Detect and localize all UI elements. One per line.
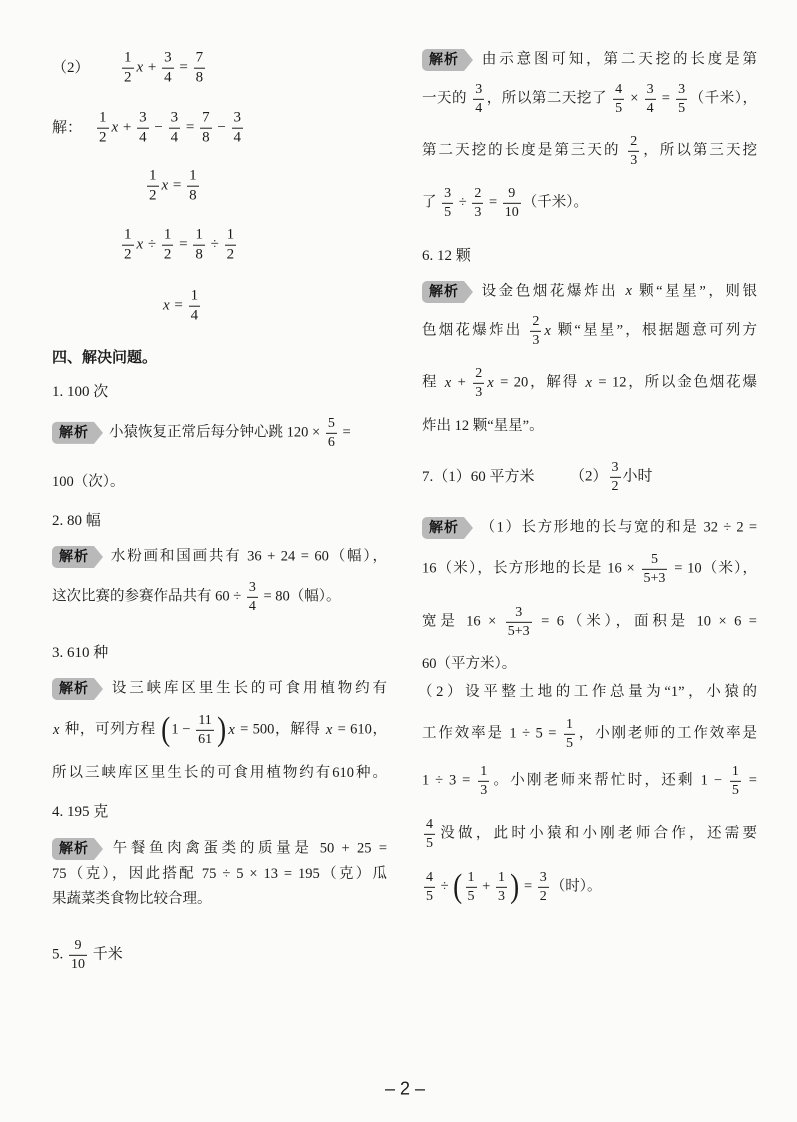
text-run: ÷ — [437, 878, 453, 895]
text-run: = 12，所以金色烟花爆 — [592, 374, 757, 391]
denominator: 2 — [163, 246, 172, 263]
text-run: = — [175, 59, 192, 76]
fraction — [642, 552, 668, 586]
numerator: 3 — [646, 81, 654, 97]
numerator: 2 — [630, 133, 638, 149]
numerator: 7 — [195, 49, 204, 66]
text-run: = — [520, 878, 536, 895]
answer-1 — [52, 382, 108, 402]
denominator: 4 — [190, 307, 199, 324]
text-run: 色烟花爆炸出 — [422, 322, 529, 339]
fraction — [676, 82, 687, 116]
text-run: （千米）， — [689, 90, 757, 107]
fraction — [187, 168, 199, 205]
text-run: 工作效率是 1 ÷ 5 = — [422, 725, 562, 742]
variable-x: x — [625, 283, 632, 300]
text-run: 1 − — [171, 721, 195, 738]
denominator: 8 — [195, 246, 203, 263]
question-number — [52, 58, 90, 78]
analysis-4-line-3 — [52, 889, 212, 909]
fraction — [122, 50, 134, 87]
numerator: 3 — [170, 109, 179, 126]
numerator: 7 — [202, 109, 210, 126]
fraction — [610, 460, 621, 494]
text-run: = — [338, 424, 351, 441]
text-run: 75（克），因此搭配 75 ÷ 5 × 13 = 195（克）瓜 — [52, 866, 387, 882]
text-run: 1. 100 次 — [52, 384, 109, 400]
fraction — [162, 227, 174, 264]
fraction — [189, 288, 201, 325]
numerator: 3 — [164, 49, 172, 66]
text-run: （2）设平整土地的工作总量为“1”，小猿的 — [418, 684, 757, 700]
fraction — [225, 227, 237, 264]
analysis-badge: 解析 — [422, 517, 464, 539]
denominator: 61 — [198, 731, 213, 747]
fraction — [247, 580, 258, 614]
numerator: 1 — [195, 226, 203, 243]
numerator: 9 — [74, 937, 82, 953]
denominator: 5 — [467, 888, 475, 904]
text-run: 。小刚老师来帮忙时，还剩 1 − — [491, 772, 728, 789]
numerator: 1 — [124, 49, 132, 66]
analysis-7-line-4 — [422, 654, 516, 674]
fraction — [506, 605, 532, 639]
denominator: 4 — [170, 129, 179, 146]
denominator: 2 — [124, 69, 132, 86]
text-run: 7.（1）60 平方米 — [422, 469, 535, 485]
analysis-3-line-1 — [52, 678, 387, 700]
analysis-1-line-1 — [52, 416, 351, 450]
denominator: 5 — [615, 100, 623, 116]
analysis-2-line-1 — [52, 546, 387, 568]
numerator: 1 — [99, 109, 107, 126]
denominator: 8 — [189, 187, 197, 204]
numerator: 3 — [139, 109, 147, 126]
text-run: 100（次）。 — [52, 474, 125, 490]
denominator: 5 — [678, 100, 686, 116]
denominator: 2 — [611, 478, 619, 494]
fraction — [69, 938, 87, 972]
numerator: 3 — [233, 109, 242, 126]
equation-line — [120, 50, 207, 87]
denominator: 4 — [646, 100, 654, 116]
denominator: 5 — [444, 204, 452, 220]
fraction — [530, 314, 541, 348]
text-run: = — [485, 194, 501, 211]
answer-5 — [52, 938, 123, 972]
answer-7-part-1 — [422, 467, 535, 487]
variable-x: x — [161, 177, 169, 194]
analysis-5-line-3 — [422, 134, 757, 168]
analysis-3-line-3 — [52, 763, 387, 783]
fraction — [196, 713, 214, 747]
text-run: 千米 — [89, 946, 123, 963]
text-run: 午餐鱼肉禽蛋类的质量是 50 + 25 = — [109, 840, 387, 857]
denominator: 5+3 — [643, 570, 666, 586]
text-run: 炸出 12 颗“星星”。 — [422, 418, 544, 434]
text-run: = 500，解得 — [235, 721, 325, 738]
analysis-badge: 解析 — [422, 281, 464, 303]
denominator: 8 — [202, 129, 210, 146]
close-paren: ) — [217, 711, 227, 748]
denominator: 3 — [532, 332, 540, 348]
fraction — [496, 870, 507, 904]
numerator: 2 — [532, 313, 540, 329]
fraction — [466, 870, 477, 904]
text-run: = — [170, 297, 187, 314]
text-run: 这次比赛的参赛作品共有 60 ÷ — [52, 588, 245, 605]
text-run: （千米）。 — [522, 194, 589, 211]
analysis-7-line-1 — [422, 517, 757, 539]
fraction — [97, 110, 109, 147]
answer-6 — [422, 246, 471, 266]
denominator: 2 — [149, 187, 157, 204]
text-run: + — [144, 59, 161, 76]
variable-x: x — [111, 119, 119, 136]
text-run: 第二天挖的长度是第三天的 — [422, 142, 627, 159]
text-run: ÷ — [144, 236, 160, 253]
text-run: 由示意图可知，第二天挖的长度是第 — [479, 51, 757, 68]
analysis-7-line-8 — [422, 817, 757, 851]
analysis-5-line-2 — [422, 82, 757, 116]
text-run: 4. 195 克 — [52, 804, 109, 820]
answer-2 — [52, 511, 101, 531]
text-run: 5. — [52, 946, 67, 963]
analysis-3-line-2 — [52, 713, 387, 747]
denominator: 2 — [226, 246, 235, 263]
text-run: − — [150, 119, 167, 136]
fraction — [472, 186, 483, 220]
variable-x: x — [585, 374, 592, 391]
text-run: 了 — [422, 194, 441, 211]
text-run: × — [626, 90, 643, 107]
denominator: 3 — [475, 384, 483, 400]
fraction — [503, 186, 521, 220]
text-run: 16（米），长方形地的长是 16 × — [422, 560, 640, 577]
text-run: + — [119, 119, 136, 136]
text-run: 解： — [52, 120, 83, 136]
analysis-1-line-2 — [52, 472, 125, 492]
denominator: 8 — [195, 69, 204, 86]
numerator: 1 — [480, 763, 488, 779]
open-paren: ( — [161, 711, 171, 748]
variable-x: x — [325, 721, 333, 738]
numerator: 5 — [650, 551, 658, 567]
variable-x: x — [136, 59, 144, 76]
analysis-6-line-3 — [422, 366, 757, 400]
text-run: 没做，此时小猿和小刚老师合作，还需要 — [437, 825, 757, 842]
fraction — [473, 366, 484, 400]
answer-3 — [52, 643, 108, 663]
denominator: 10 — [71, 956, 85, 972]
analysis-6-line-1 — [422, 281, 757, 303]
text-run: 一天的 — [422, 90, 472, 107]
text-run: （2） — [52, 60, 90, 76]
analysis-7-line-7 — [422, 764, 757, 798]
numerator: 11 — [198, 712, 212, 728]
text-run: + — [478, 878, 494, 895]
text-run: = 80（幅）。 — [259, 588, 341, 605]
variable-x: x — [444, 374, 452, 391]
fraction — [442, 186, 453, 220]
text-run: 1 ÷ 3 = — [422, 772, 477, 789]
text-run: 水粉画和国画共有 36 + 24 = 60（幅）， — [109, 548, 387, 565]
analysis-badge: 解析 — [52, 838, 94, 860]
fraction — [169, 110, 181, 147]
equation-step-1 — [95, 110, 245, 147]
text-run: + — [452, 374, 472, 391]
denominator: 4 — [139, 129, 147, 146]
text-run: ，所以第二天挖了 — [486, 90, 612, 107]
numerator: 1 — [190, 287, 199, 304]
denominator: 2 — [99, 129, 107, 146]
text-run: = 6（米），面积是 10 × 6 = — [533, 613, 757, 630]
fraction — [424, 817, 435, 851]
numerator: 3 — [248, 579, 256, 595]
numerator: 3 — [444, 185, 452, 201]
fraction — [538, 870, 549, 904]
numerator: 3 — [539, 869, 547, 885]
denominator: 4 — [164, 69, 172, 86]
text-run: − — [213, 119, 230, 136]
text-run: 小时 — [622, 468, 653, 485]
variable-x: x — [487, 374, 494, 391]
fraction — [122, 227, 134, 264]
fraction — [478, 764, 489, 798]
text-run: 设三峡库区里生长的可食用植物约有 — [109, 680, 387, 697]
text-run: 60（平方米）。 — [422, 656, 517, 672]
text-run: ，所以第三天挖 — [641, 142, 758, 159]
analysis-badge: 解析 — [52, 678, 94, 700]
numerator: 1 — [124, 226, 132, 243]
text-run: = — [169, 177, 186, 194]
variable-x: x — [163, 297, 170, 314]
denominator: 3 — [497, 888, 505, 904]
fraction — [162, 50, 174, 87]
fraction — [645, 82, 656, 116]
denominator: 5 — [426, 888, 433, 904]
numerator: 1 — [189, 167, 197, 184]
text-run: 6. 12 颗 — [422, 248, 471, 264]
denominator: 6 — [327, 434, 335, 450]
variable-x: x — [544, 322, 551, 339]
page-number: – 2 – — [384, 1078, 426, 1099]
numerator: 2 — [475, 365, 483, 381]
fraction — [628, 134, 639, 168]
analysis-5-line-4 — [422, 186, 588, 220]
denominator: 5 — [731, 782, 739, 798]
analysis-7-line-9 — [422, 870, 602, 904]
text-run: ÷ — [455, 194, 471, 211]
fraction — [147, 168, 159, 205]
fraction — [613, 82, 624, 116]
numerator: 1 — [226, 226, 235, 243]
text-run: 宽是 16 × — [422, 613, 504, 630]
variable-x: x — [228, 721, 235, 738]
text-run: ，小刚老师的工作效率是 — [576, 725, 758, 742]
text-run: = — [182, 119, 199, 136]
numerator: 4 — [426, 869, 433, 885]
denominator: 2 — [124, 246, 132, 263]
denominator: 5+3 — [507, 623, 530, 639]
text-run: = 610， — [333, 721, 387, 738]
fraction — [232, 110, 244, 147]
numerator: 4 — [615, 81, 623, 97]
fraction — [473, 82, 484, 116]
analysis-7-line-3 — [422, 605, 757, 639]
text-run: （时）。 — [550, 878, 602, 895]
numerator: 3 — [678, 81, 686, 97]
close-paren: ) — [510, 868, 520, 905]
numerator: 3 — [475, 81, 483, 97]
denominator: 5 — [565, 735, 573, 751]
denominator: 3 — [474, 204, 482, 220]
equation-step-3 — [120, 227, 238, 264]
text-run: = 10（米）， — [669, 560, 757, 577]
analysis-badge: 解析 — [52, 546, 94, 568]
analysis-4-line-1 — [52, 838, 387, 860]
text-run: = — [175, 236, 192, 253]
denominator: 3 — [480, 782, 488, 798]
fraction — [200, 110, 212, 147]
denominator: 4 — [475, 100, 483, 116]
text-run: 果蔬菜类食物比较合理。 — [52, 891, 212, 907]
text-run: = — [657, 90, 675, 107]
numerator: 1 — [565, 716, 573, 732]
answer-7-part-2 — [570, 460, 653, 494]
denominator: 4 — [233, 129, 242, 146]
text-run: 2. 80 幅 — [52, 513, 101, 529]
numerator: 1 — [467, 869, 475, 885]
analysis-5-line-1 — [422, 49, 757, 71]
analysis-7-line-6 — [422, 717, 757, 751]
denominator: 5 — [426, 835, 433, 851]
numerator: 4 — [426, 816, 433, 832]
denominator: 4 — [248, 598, 256, 614]
numerator: 1 — [731, 763, 739, 779]
numerator: 1 — [149, 167, 157, 184]
fraction — [730, 764, 741, 798]
text-run: 所以三峡库区里生长的可食用植物约有610种。 — [52, 765, 387, 781]
numerator: 5 — [327, 415, 335, 431]
denominator: 3 — [630, 152, 638, 168]
text-run: （2） — [570, 468, 608, 485]
analysis-badge: 解析 — [52, 422, 94, 444]
variable-x: x — [136, 236, 144, 253]
analysis-badge: 解析 — [422, 49, 464, 71]
fraction — [326, 416, 337, 450]
text-run: 种，可列方程 — [60, 721, 161, 738]
text-run: 颗“星星”，根据题意可列方 — [551, 322, 758, 339]
text-run: （1）长方形地的长与宽的和是 32 ÷ 2 = — [479, 519, 757, 536]
fraction — [424, 870, 435, 904]
numerator: 9 — [508, 185, 516, 201]
text-run: 四、解决问题。 — [52, 348, 158, 366]
equation-step-2 — [145, 168, 201, 205]
analysis-7-line-5 — [418, 682, 757, 702]
numerator: 3 — [515, 604, 523, 620]
section-heading — [52, 347, 157, 367]
numerator: 3 — [611, 459, 619, 475]
numerator: 2 — [474, 185, 482, 201]
numerator: 1 — [497, 869, 505, 885]
analysis-6-line-4 — [422, 416, 544, 436]
answer-4 — [52, 802, 108, 822]
equation-result — [162, 288, 202, 325]
text-run: 设金色烟花爆炸出 — [479, 283, 625, 300]
denominator: 2 — [539, 888, 547, 904]
numerator: 1 — [163, 226, 172, 243]
fraction — [137, 110, 149, 147]
fraction — [194, 50, 206, 87]
analysis-7-line-2 — [422, 552, 757, 586]
analysis-6-line-2 — [422, 314, 757, 348]
fraction — [564, 717, 575, 751]
text-run: 程 — [422, 374, 444, 391]
analysis-4-line-2 — [52, 864, 387, 884]
analysis-2-line-2 — [52, 580, 341, 614]
paren-group — [452, 870, 520, 904]
text-run: 3. 610 种 — [52, 645, 109, 661]
solution-label — [52, 118, 82, 138]
text-run: 颗“星星”，则银 — [632, 283, 758, 300]
paren-group — [160, 713, 227, 747]
open-paren: ( — [453, 868, 463, 905]
text-run: = — [742, 772, 757, 789]
text-run: ÷ — [206, 236, 223, 253]
text-run: = 20，解得 — [494, 374, 585, 391]
text-run: 小猿恢复正常后每分钟心跳 120 × — [109, 424, 324, 441]
variable-x: x — [53, 721, 60, 738]
fraction — [193, 227, 205, 264]
denominator: 10 — [504, 204, 519, 220]
